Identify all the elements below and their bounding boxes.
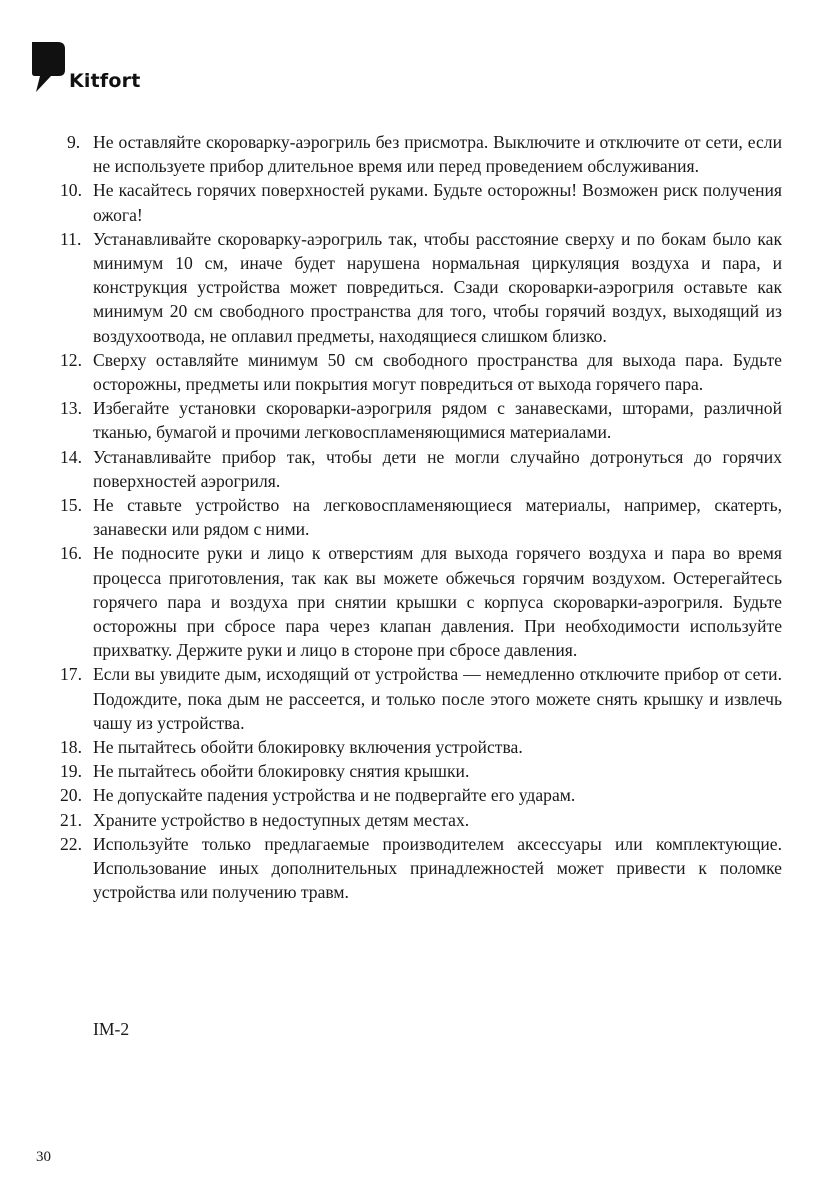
brand-logo xyxy=(32,42,172,98)
list-item xyxy=(60,227,782,348)
safety-instructions xyxy=(60,130,782,905)
kitfort-logo-icon xyxy=(32,42,68,94)
item-text: Избегайте установки скороварки-аэрогриля рядом с занавесками, шторами, различной тканью, бумагой и прочими легковоспламеняющимися материалами. xyxy=(93,398,782,443)
item-text: Не ставьте устройство на легковоспламеняющиеся материалы, например, скатерть, занавески или рядом с ними. xyxy=(93,495,782,540)
list-item xyxy=(60,759,782,783)
list-item xyxy=(60,348,782,396)
list-item xyxy=(60,735,782,759)
item-text: Не касайтесь горячих поверхностей руками. Будьте осторожны! Возможен риск получения ожога! xyxy=(93,180,782,225)
brand-name: Kitfort xyxy=(69,70,141,92)
item-text: Если вы увидите дым, исходящий от устройства — немедленно отключите прибор от сети. Подождите, пока дым не рассеется, и только после этого можете снять крышку и извлечь чашу из устройства. xyxy=(93,664,782,733)
list-item xyxy=(60,808,782,832)
item-number: 22. xyxy=(60,833,82,854)
item-number: 17. xyxy=(60,664,82,685)
item-number: 9. xyxy=(67,132,81,152)
item-text: Устанавливайте скороварку-аэрогриль так, чтобы расстояние сверху и по бокам было как минимум 10 см, иначе будет нарушена нормальная циркуляция воздуха и пара, и конструкция устройства может повредиться. Сзади скороварки-аэрогриля оставьте как минимум 20 см свободного пространства для того, чтобы горячий воздух, выходящий из воздухоотвода, не оплавил предметы, находящиеся слишком близко. xyxy=(93,228,782,346)
list-item xyxy=(60,178,782,226)
item-number: 19. xyxy=(60,761,82,782)
list-item xyxy=(60,783,782,807)
item-number: 20. xyxy=(60,785,82,806)
page-number: 30 xyxy=(36,1149,51,1165)
list-item xyxy=(60,832,782,905)
item-number: 12. xyxy=(60,349,82,370)
item-number: 11. xyxy=(60,228,82,249)
item-number: 15. xyxy=(60,495,82,516)
list-item xyxy=(60,662,782,735)
item-text: Храните устройство в недоступных детям местах. xyxy=(93,809,470,830)
item-text: Не пытайтесь обойти блокировку снятия крышки. xyxy=(93,761,470,782)
item-text: Сверху оставляйте минимум 50 см свободного пространства для выхода пара. Будьте осторожны, предметы или покрытия могут повредиться от выхода горячего пара. xyxy=(93,349,782,395)
item-number: 16. xyxy=(60,543,82,564)
list-item xyxy=(60,130,782,178)
item-text: Не допускайте падения устройства и не подвергайте его ударам. xyxy=(93,785,576,806)
list-item xyxy=(60,445,782,493)
item-number: 10. xyxy=(60,180,82,201)
item-number: 14. xyxy=(60,446,82,467)
item-text: Не оставляйте скороварку-аэрогриль без присмотра. Выключите и отключите от сети, если не используете прибор длительное время или перед проведением обслуживания. xyxy=(93,132,782,177)
list-item xyxy=(60,396,782,444)
list-item xyxy=(60,541,782,662)
item-text: Не подносите руки и лицо к отверстиям для выхода горячего воздуха и пара во время процесса приготовления, так как вы можете обжечься горячим воздухом. Остерегайтесь горячего пара и воздуха при снятии крышки с корпуса скороварки-аэрогриля. Будьте осторожны при сбросе пара через клапан давления. При необходимости используйте прихватку. Держите руки и лицо в стороне при сбросе давления. xyxy=(93,543,782,661)
item-number: 13. xyxy=(60,398,82,419)
item-text: Не пытайтесь обойти блокировку включения устройства. xyxy=(93,737,523,758)
list-item xyxy=(60,493,782,541)
model-code: IM-2 xyxy=(93,1019,130,1039)
item-number: 21. xyxy=(60,809,82,830)
item-number: 18. xyxy=(60,737,82,758)
item-text: Используйте только предлагаемые производителем аксессуары или комплектующие. Использование иных дополнительных принадлежностей может привести к поломке устройства или получению травм. xyxy=(93,833,782,903)
instruction-list xyxy=(60,130,782,905)
item-text: Устанавливайте прибор так, чтобы дети не могли случайно дотронуться до горячих поверхностей аэрогриля. xyxy=(93,446,782,491)
